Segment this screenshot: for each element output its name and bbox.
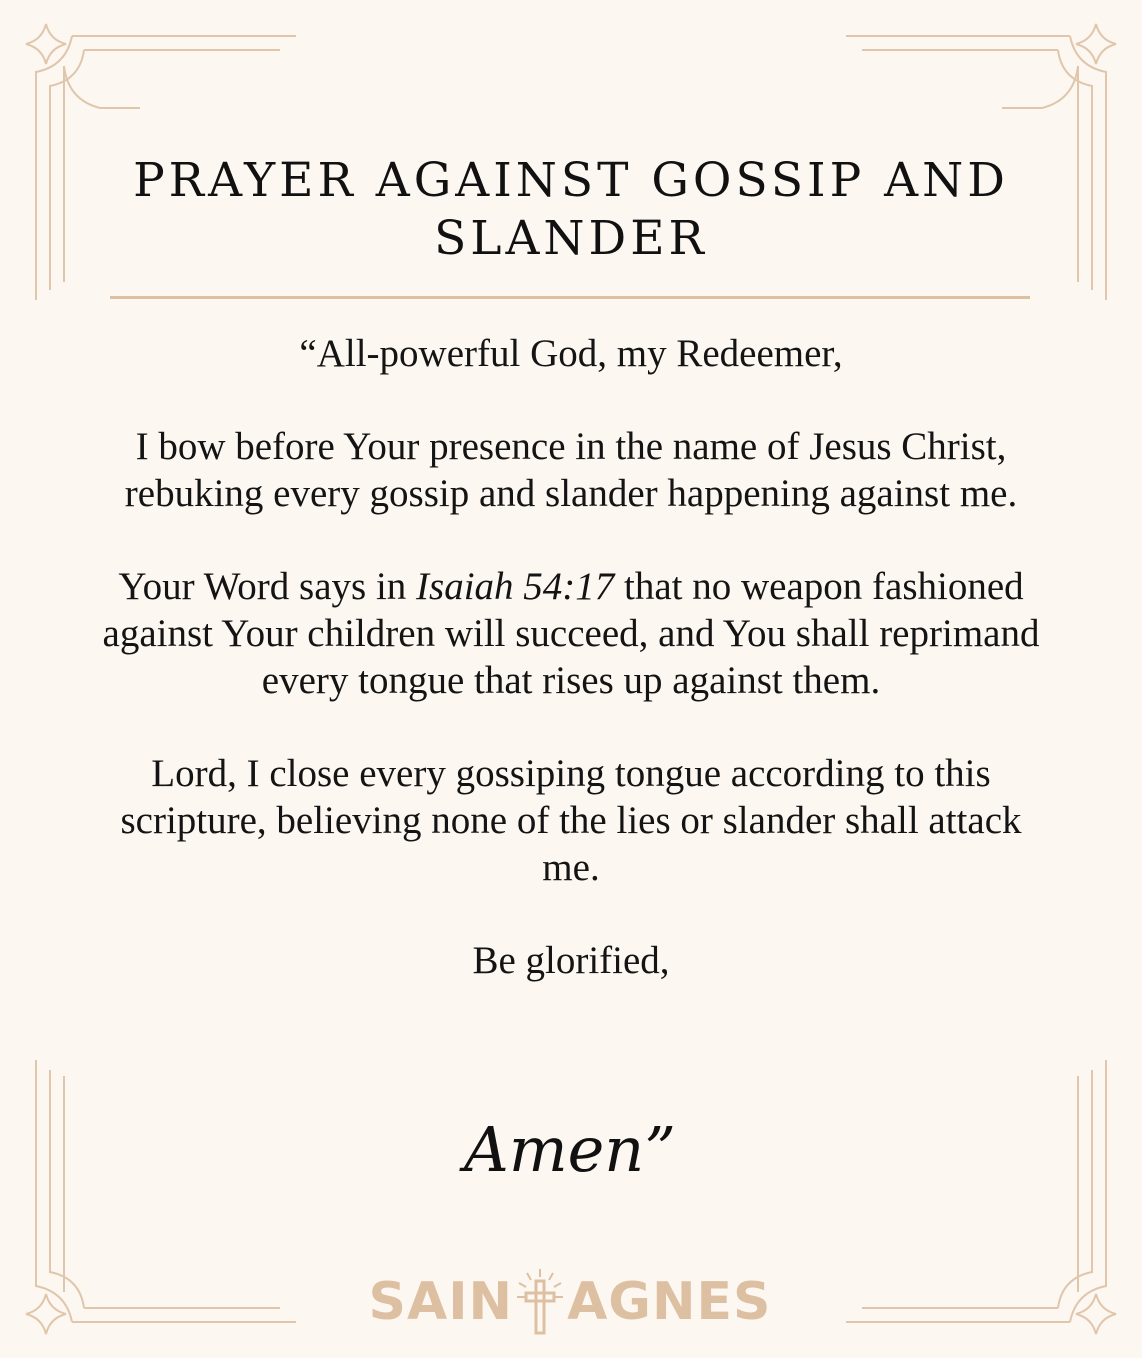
paragraph-text: that no weapon fashioned against Your children will succeed, and You shall reprimand every tongue that rises up against them. <box>102 565 1040 702</box>
title-divider <box>110 296 1030 299</box>
star-icon <box>1076 1294 1116 1334</box>
logo-text-right: AGNES <box>567 1272 772 1332</box>
prayer-paragraph: Lord, I close every gossiping tongue according to this scripture, believing none of the lies or slander shall attack me. <box>120 752 1022 889</box>
paragraph-text: Your Word says in <box>118 565 417 608</box>
prayer-body <box>100 330 1042 1030</box>
star-icon <box>1076 24 1116 64</box>
star-icon <box>26 1294 66 1334</box>
prayer-paragraph: Be glorified, <box>472 939 670 982</box>
brand-logo <box>360 1262 780 1342</box>
closing-amen: Amen” <box>464 1113 676 1186</box>
prayer-paragraph <box>100 563 1042 704</box>
scripture-reference: Isaiah 54:17 <box>416 565 615 608</box>
prayer-paragraph: “All-powerful God, my Redeemer, <box>299 332 843 375</box>
logo-text-left: SAIN <box>368 1272 514 1332</box>
cross-icon <box>515 1267 565 1337</box>
page-title: PRAYER AGAINST GOSSIP AND SLANDER <box>133 153 1009 266</box>
prayer-paragraph: I bow before Your presence in the name of Jesus Christ, rebuking every gossip and slander happening against me. <box>124 425 1018 515</box>
star-icon <box>26 24 66 64</box>
